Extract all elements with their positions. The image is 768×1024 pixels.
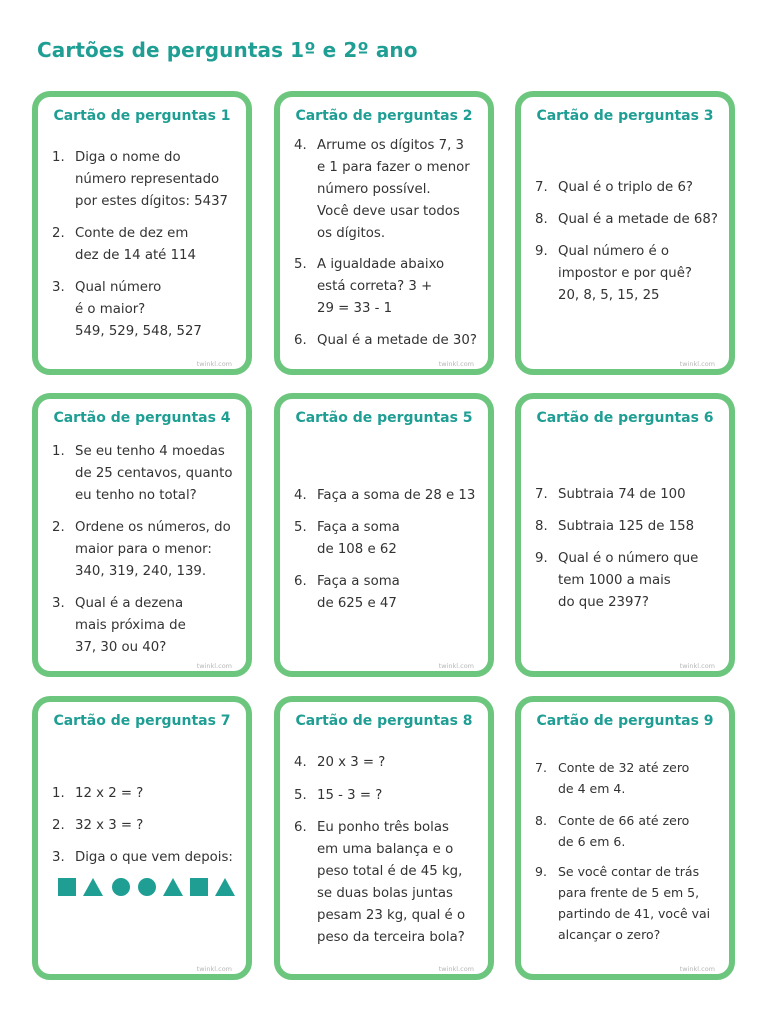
question-text: Qual é a dezena mais próxima de 37, 30 ou 40? [75, 596, 186, 655]
shape-sequence [52, 875, 237, 899]
question-text: Qual número é o maior? 549, 529, 548, 527 [75, 280, 202, 339]
triangle-shape [163, 878, 183, 896]
question-item [294, 752, 478, 774]
question-item [535, 516, 719, 538]
question-number: 5. [294, 257, 307, 272]
question-text: Conte de 32 até zero de 4 em 4. [558, 760, 690, 796]
question-item [52, 593, 236, 659]
question-item [535, 209, 719, 231]
question-number: 6. [294, 333, 307, 348]
question-text: Conte de 66 até zero de 6 em 6. [558, 813, 690, 849]
question-text: 32 x 3 = ? [75, 818, 144, 833]
card-title: Cartão de perguntas 9 [536, 713, 714, 729]
question-item [535, 241, 719, 307]
question-item [52, 847, 236, 869]
question-number: 3. [52, 596, 65, 611]
card-title: Cartão de perguntas 5 [295, 410, 473, 426]
question-item [535, 757, 719, 799]
question-text: Qual é a metade de 68? [558, 212, 718, 227]
circle-shape [138, 878, 156, 896]
question-item [52, 277, 236, 343]
question-item [52, 147, 236, 213]
card-footer: twinkl.com [438, 662, 474, 670]
card-footer: twinkl.com [196, 662, 232, 670]
square-shape [190, 878, 208, 896]
question-number: 7. [535, 487, 548, 502]
question-text: Diga o que vem depois: [75, 850, 233, 865]
question-text: Qual é o número que tem 1000 a mais do que 2397? [558, 551, 699, 610]
question-number: 4. [294, 488, 307, 503]
question-card-7 [32, 696, 252, 980]
question-text: Faça a soma de 108 e 62 [317, 520, 400, 557]
question-text: Faça a soma de 28 e 13 [317, 488, 476, 503]
question-number: 7. [535, 180, 548, 195]
question-text: Arrume os dígitos 7, 3 e 1 para fazer o menor número possível. Você deve usar todos os dígitos. [317, 138, 470, 241]
question-number: 8. [535, 813, 547, 828]
question-item [535, 548, 719, 614]
question-text: Subtraia 74 de 100 [558, 487, 686, 502]
card-footer: twinkl.com [679, 360, 715, 368]
card-footer: twinkl.com [679, 662, 715, 670]
card-footer: twinkl.com [196, 360, 232, 368]
question-text: Se eu tenho 4 moedas de 25 centavos, quanto eu tenho no total? [75, 444, 233, 503]
question-card-4 [32, 393, 252, 677]
question-card-3 [515, 91, 735, 375]
question-text: Conte de dez em dez de 14 até 114 [75, 226, 196, 263]
question-item [52, 441, 236, 507]
square-shape [58, 878, 76, 896]
page-title: Cartões de perguntas 1º e 2º ano [37, 38, 418, 62]
question-item [294, 135, 478, 245]
question-text: A igualdade abaixo está correta? 3 + 29 = 33 - 1 [317, 257, 445, 316]
question-number: 1. [52, 786, 65, 801]
question-number: 4. [294, 138, 307, 153]
card-title: Cartão de perguntas 1 [53, 108, 231, 124]
card-footer: twinkl.com [679, 965, 715, 973]
card-footer: twinkl.com [196, 965, 232, 973]
question-number: 7. [535, 760, 547, 775]
question-number: 2. [52, 226, 65, 241]
card-title: Cartão de perguntas 2 [295, 108, 473, 124]
question-item [52, 783, 236, 805]
question-item [294, 517, 478, 561]
question-number: 1. [52, 444, 65, 459]
question-text: 15 - 3 = ? [317, 788, 383, 803]
question-number: 9. [535, 551, 548, 566]
circle-shape [112, 878, 130, 896]
card-title: Cartão de perguntas 7 [53, 713, 231, 729]
question-number: 8. [535, 519, 548, 534]
question-card-5 [274, 393, 494, 677]
question-number: 4. [294, 755, 307, 770]
question-card-2 [274, 91, 494, 375]
question-text: Diga o nome do número representado por estes dígitos: 5437 [75, 150, 229, 209]
question-number: 2. [52, 818, 65, 833]
question-item [294, 254, 478, 320]
question-item [52, 815, 236, 837]
question-item [535, 861, 719, 945]
card-footer: twinkl.com [438, 360, 474, 368]
question-item [52, 223, 236, 267]
question-number: 1. [52, 150, 65, 165]
question-item [294, 785, 478, 807]
question-item [294, 485, 478, 507]
question-text: Qual é a metade de 30? [317, 333, 477, 348]
question-text: 20 x 3 = ? [317, 755, 386, 770]
question-number: 8. [535, 212, 548, 227]
question-item [535, 810, 719, 852]
card-title: Cartão de perguntas 3 [536, 108, 714, 124]
question-number: 2. [52, 520, 65, 535]
question-number: 9. [535, 244, 548, 259]
question-text: Ordene os números, do maior para o menor: 340, 319, 240, 139. [75, 520, 231, 579]
question-item [294, 817, 478, 949]
question-number: 3. [52, 280, 65, 295]
question-item [52, 517, 236, 583]
question-number: 6. [294, 820, 307, 835]
question-number: 5. [294, 788, 307, 803]
triangle-shape [215, 878, 235, 896]
card-title: Cartão de perguntas 8 [295, 713, 473, 729]
question-number: 9. [535, 864, 547, 879]
question-text: Se você contar de trás para frente de 5 em 5, partindo de 41, você vai alcançar o zero? [558, 864, 711, 942]
question-number: 6. [294, 574, 307, 589]
question-card-9 [515, 696, 735, 980]
question-card-8 [274, 696, 494, 980]
question-text: Subtraia 125 de 158 [558, 519, 695, 534]
question-item [535, 177, 719, 199]
question-card-1 [32, 91, 252, 375]
question-item [535, 484, 719, 506]
question-text: Faça a soma de 625 e 47 [317, 574, 400, 611]
question-item [294, 330, 478, 352]
question-number: 5. [294, 520, 307, 535]
card-footer: twinkl.com [438, 965, 474, 973]
question-text: Qual é o triplo de 6? [558, 180, 693, 195]
question-text: Qual número é o impostor e por quê? 20, 8, 5, 15, 25 [558, 244, 692, 303]
card-title: Cartão de perguntas 6 [536, 410, 714, 426]
question-text: Eu ponho três bolas em uma balança e o peso total é de 45 kg, se duas bolas juntas pesam 23 kg, qual é o peso da terceira bola? [317, 820, 466, 945]
card-title: Cartão de perguntas 4 [53, 410, 231, 426]
triangle-shape [83, 878, 103, 896]
question-item [294, 571, 478, 615]
question-card-6 [515, 393, 735, 677]
question-number: 3. [52, 850, 65, 865]
question-text: 12 x 2 = ? [75, 786, 144, 801]
